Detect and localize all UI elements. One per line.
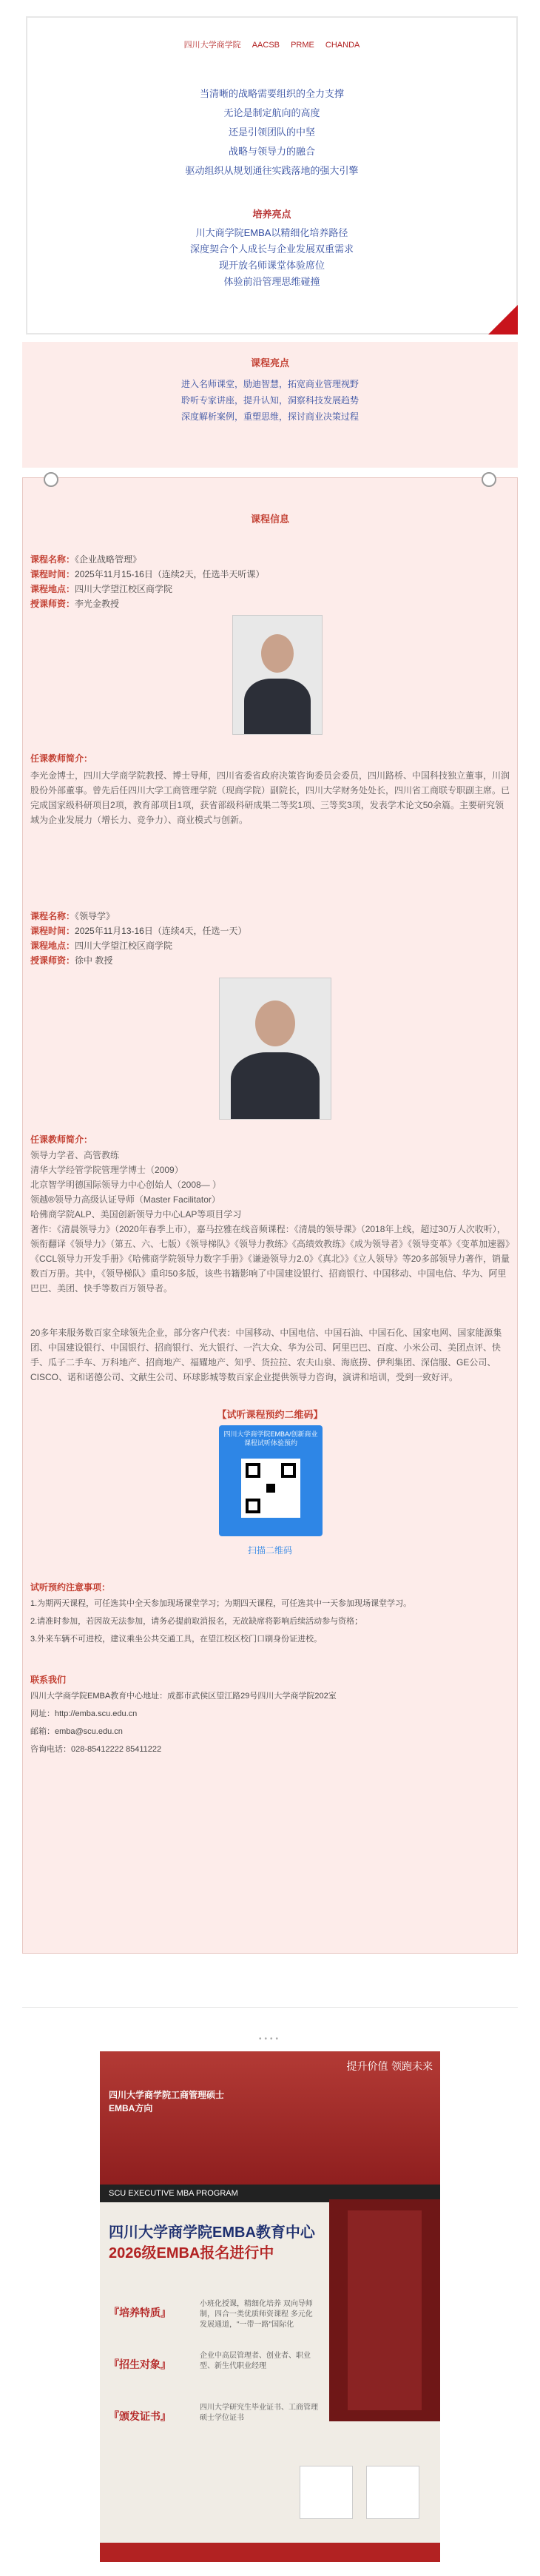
- poster-tag-text: 小班化授课，精细化培养 双向导师制，四合一类优质师资课程 多元化发展通道，"一带一路"国际化: [200, 2300, 313, 2329]
- poster-qr-codes: [300, 2466, 425, 2532]
- notice-title: 试听预约注意事项：: [30, 1582, 111, 1593]
- chanda-logo: CHANDA: [325, 41, 360, 50]
- bullets-heading: 培养亮点: [252, 209, 291, 220]
- bullets-list: [27, 225, 516, 290]
- notice-line: 3.外来车辆不可进校，建议乘坐公共交通工具，在望江校区校门口刷身份证进校。: [30, 1635, 323, 1644]
- course1-place-row: [30, 582, 172, 596]
- notice-line: 2.请准时参加，若因故无法参加，请务必提前取消报名，无故缺席将影响后续活动参与资格；: [30, 1617, 363, 1626]
- contact-email[interactable]: 邮箱：emba@scu.edu.cn: [30, 1727, 123, 1736]
- course2-name: 《领导学》: [75, 911, 115, 921]
- intro-line: 无论是制定航向的高度: [223, 107, 320, 118]
- highlights-title: 课程亮点: [250, 357, 289, 369]
- bullet-item: 体验前沿管理思维碰撞: [223, 276, 320, 287]
- intro-line: 还是引领团队的中坚: [228, 127, 315, 138]
- course2-place: 四川大学望江校区商学院: [75, 941, 173, 951]
- poster-enroll: 2026级EMBA报名进行中: [109, 2245, 274, 2261]
- teacher-photo-li: [232, 615, 323, 735]
- course2-intro-line: 20多年来服务数百家全球领先企业，部分客户代表：中国移动、中国电信、中国石油、中国石化、国家电网、国家能源集团、中国建设银行、中国银行、招商银行、光大银行、一汽大众、华为公司、阿里巴巴、百度、小米公司、美团点评、快手、瓜子二手车、万科地产、招商地产、福耀地产、知乎、货拉拉、农夫山泉、海底捞、伊利集团、深信服、GE公司、CISCO、诺和诺德公司、文献生公司、环球影城等数百家企业提供领导力咨询，演讲和培训，受到一致好评。: [30, 1328, 502, 1382]
- bullet-item: 深度契合个人成长与企业发展双重需求: [189, 243, 354, 255]
- contact-title: 联系我们: [30, 1675, 67, 1685]
- binder-ring-icon: [482, 472, 496, 487]
- poster-slogan: 提升价值 领跑未来: [346, 2061, 433, 2073]
- poster-tag: 『招生对象』: [109, 2358, 171, 2370]
- prme-logo: PRME: [291, 41, 314, 50]
- course-info-card: [22, 477, 518, 1954]
- poster-org: [109, 2088, 224, 2115]
- divider: [22, 2007, 518, 2008]
- logo-strip: [27, 38, 516, 50]
- qr-code-icon: [241, 1459, 300, 1518]
- emba-poster: [100, 2051, 440, 2562]
- label: 授课师资：: [30, 955, 75, 966]
- qr-card-text: 四川大学商学院EMBA/创新商业课程试听体验预约: [223, 1430, 318, 1447]
- poster-org-line: EMBA方向: [109, 2103, 153, 2113]
- qr-caption: 扫描二维码: [247, 1545, 292, 1556]
- trial-qr-card[interactable]: [219, 1425, 323, 1536]
- bullet-item: 现开放名师课堂体验席位: [218, 260, 325, 271]
- course1-intro-title: 任课教师简介：: [30, 753, 93, 764]
- course1-name: 《企业战略管理》: [75, 554, 142, 565]
- bullet-item: 川大商学院EMBA以精细化培养路径: [195, 227, 348, 238]
- poster-tag-text: 企业中高层管理者、创业者、职业型、新生代职业经理: [200, 2352, 311, 2370]
- course2-intro-line: 领导力学者、高管教练: [30, 1150, 120, 1160]
- poster-center-name: 四川大学商学院EMBA教育中心: [109, 2224, 315, 2241]
- highlights-lines: [22, 376, 518, 425]
- poster-tag-text: 四川大学研究生毕业证书、工商管理硕士学位证书: [200, 2404, 318, 2422]
- course2-intro-line: 清华大学经管学院管理学博士（2009）: [30, 1165, 183, 1175]
- highlight-line: 聆听专家讲座，提升认知，洞察科技发展趋势: [180, 395, 359, 406]
- qr-code-icon[interactable]: [366, 2466, 419, 2519]
- poster-tags: [109, 2287, 171, 2442]
- course2-intro-title: 任课教师简介：: [30, 1134, 93, 1145]
- label: 课程名称：: [30, 911, 75, 921]
- aacsb-logo: AACSB: [252, 41, 280, 50]
- scu-logo: 四川大学商学院: [183, 41, 241, 50]
- course2-intro-line: 领越®领导力高级认证导师（Master Facilitator）: [30, 1194, 220, 1205]
- highlights-card: [22, 342, 518, 468]
- teacher-photo-xu: [219, 978, 331, 1120]
- qr-code-icon[interactable]: [300, 2466, 353, 2519]
- label: 课程时间：: [30, 926, 75, 936]
- course2-time: 2025年11月13-16日（连续4天，任选一天）: [75, 926, 247, 936]
- label: 课程地点：: [30, 584, 75, 594]
- course1-name-row: [30, 552, 141, 567]
- course1-teacher: 李光金教授: [75, 599, 120, 609]
- course1-place: 四川大学望江校区商学院: [75, 584, 173, 594]
- poster-tag: 『培养特质』: [109, 2307, 171, 2318]
- label: 课程地点：: [30, 941, 75, 951]
- course1-teacher-row: [30, 596, 119, 611]
- course2-intro-line: 北京智学明德国际领导力中心创始人（2008— ）: [30, 1180, 222, 1190]
- contact-phone: 咨询电话：028-85412222 85411222: [30, 1745, 162, 1754]
- binder-ring-icon: [44, 472, 58, 487]
- intro-line: 驱动组织从规划通往实践落地的强大引擎: [185, 165, 359, 176]
- poster-footer: [100, 2543, 440, 2562]
- notice-line: 1.为期两天课程，可任选其中全天参加现场课堂学习；为期四天课程，可任选其中一天参加现场课堂学习。: [30, 1599, 412, 1608]
- poster-org-line: 四川大学商学院工商管理硕士: [109, 2090, 225, 2100]
- intro-card: [26, 16, 518, 334]
- intro-line: 战略与领导力的融合: [228, 146, 315, 157]
- divider-dots: ••••: [258, 2035, 281, 2043]
- course2-place-row: [30, 938, 172, 953]
- label: 课程时间：: [30, 569, 75, 579]
- course2-teacher-row: [30, 953, 112, 968]
- intro-text: [27, 84, 516, 181]
- course-info-title: 课程信息: [250, 514, 289, 525]
- course2-teacher: 徐中 教授: [75, 955, 113, 966]
- course2-intro-line: 哈佛商学院ALP、美国创新领导力中心LAP等项目学习: [30, 1209, 242, 1220]
- course1-time-row: [30, 567, 265, 582]
- course1-time: 2025年11月15-16日（连续2天，任选半天听课）: [75, 569, 265, 579]
- highlight-line: 进入名师课堂，励迪智慧，拓宽商业管理视野: [180, 379, 359, 389]
- building-image: [329, 2199, 440, 2421]
- poster-tag: 『颁发证书』: [109, 2410, 171, 2422]
- course1-intro-text: 李光金博士，四川大学商学院教授、博士导师，四川省委省政府决策咨询委员会委员，四川路桥、中国科技独立董事，川润股份外部董事。曾先后任四川大学工商管理学院（现商学院）副院长，四川大学财务处处长，四川省工商联专职副主席。已完成国家级科研项目2项，教育部项目1项，获省部级科研成果二等奖1项、三等奖3项，发表学术论文50余篇。主要研究领域为企业发展力（增长力、竞争力）、商业模式与创新。: [30, 770, 510, 825]
- contact-address: 四川大学商学院EMBA教育中心地址：成都市武侯区望江路29号四川大学商学院202室: [30, 1692, 337, 1701]
- course2-intro-line: 著作：《清晨领导力》（2020年春季上市），嘉马拉雅在线音频课程：《清晨的领导课》（2018年上线，超过30万人次收听），领衔翻译《领导力》（第五、六、七版）《领导梯队》《领导力教练》《高绩效教练》《成为领导者》《领导变革》《变革加速器》《CCL领导力开发手册》《哈佛商学院领导力数字手册》《谦逊领导力2.0》《真北》》《立人领导》等20多部领导力著作，销量数百万册。其中，《领导梯队》重印50多版，该些书籍影响了中国建设银行、招商银行、中国移动、中国电信、华为、阿里巴巴、美团、快手等数百万领导者。: [30, 1224, 510, 1294]
- label: 授课师资：: [30, 599, 75, 609]
- contact-website[interactable]: 网址：http://emba.scu.edu.cn: [30, 1709, 138, 1718]
- intro-line: 当清晰的战略需要组织的全力支撑: [199, 88, 344, 99]
- trial-qr-title: 【试听课程预约二维码】: [217, 1409, 323, 1420]
- label: 课程名称：: [30, 554, 75, 565]
- course2-name-row: [30, 909, 115, 924]
- corner-triangle: [488, 305, 518, 334]
- poster-program: SCU EXECUTIVE MBA PROGRAM: [100, 2185, 440, 2202]
- course2-time-row: [30, 924, 247, 938]
- highlight-line: 深度解析案例，重塑思维，探讨商业决策过程: [180, 411, 359, 422]
